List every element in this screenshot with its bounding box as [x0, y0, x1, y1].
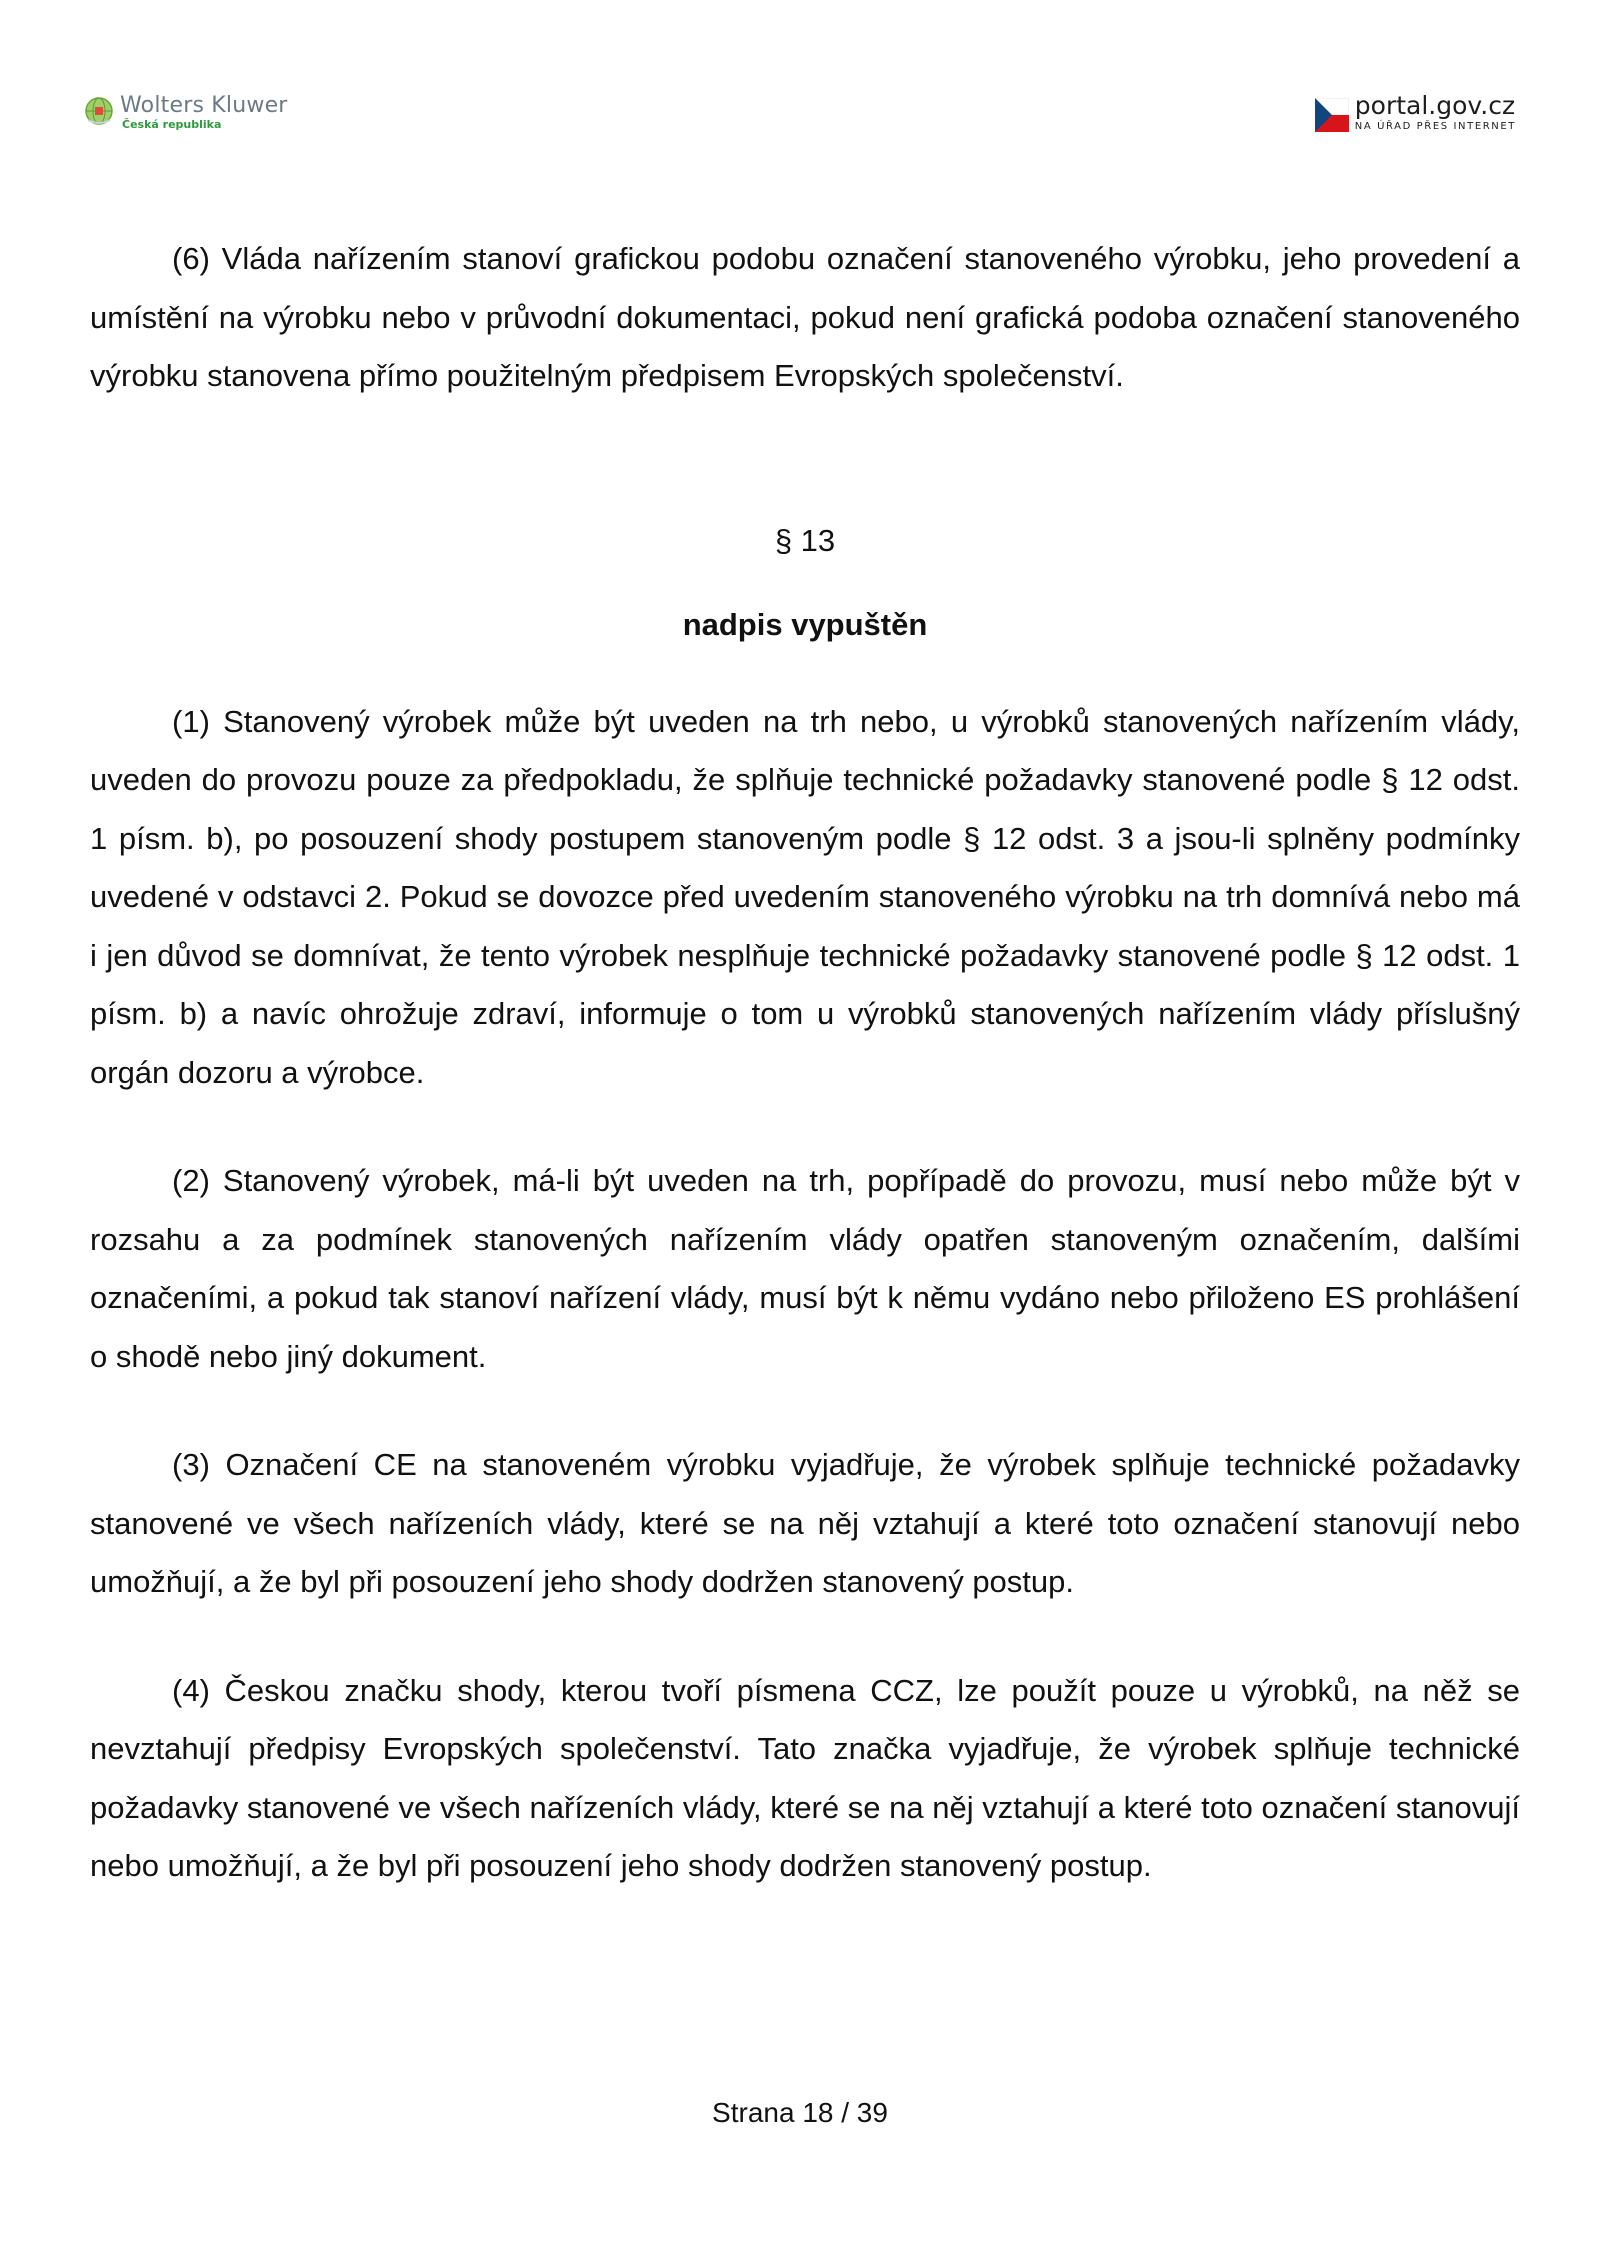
wolters-kluwer-name: Wolters Kluwer [120, 93, 288, 118]
paragraph-4: (4) Českou značku shody, kterou tvoří písmena CCZ, lze použít pouze u výrobků, na něž se nevztahují předpisy Evropských společenství. Tato značka vyjadřuje, že výrobek splňuje technické požadavky stanovené ve všech nařízeních vlády, které se na něj vztahují a které toto označení stanovují nebo umožňují, a že byl při posouzení jeho shody dodržen stanovený postup. [90, 1672, 1520, 1883]
wolters-kluwer-logo [84, 94, 288, 132]
page-number: Strana 18 / 39 [712, 2097, 888, 2128]
paragraph-2: (2) Stanovený výrobek, má-li být uveden na trh, popřípadě do provozu, musí nebo může být v rozsahu a za podmínek stanovených nařízením vlády opatřen stanoveným označením, dalšími označeními, a pokud tak stanoví nařízení vlády, musí být k němu vydáno nebo přiloženo ES prohlášení o shodě nebo jiný dokument. [90, 1163, 1520, 1374]
globe-icon [84, 96, 114, 126]
paragraph-6: (6) Vláda nařízením stanoví grafickou podobu označení stanoveného výrobku, jeho provedení a umístění na výrobku nebo v průvodní dokumentaci, pokud není grafická podoba označení stanoveného výrobku stanovena přímo použitelným předpisem Evropských společenství. [90, 241, 1520, 393]
spacer [90, 1102, 1520, 1152]
section-number: § 13 [774, 522, 836, 558]
paragraph-1: (1) Stanovený výrobek může být uveden na trh nebo, u výrobků stanovených nařízením vlády, uveden do provozu pouze za předpokladu, že splňuje technické požadavky stanovené podle § 12 odst. 1 písm. b), po posouzení shody postupem stanoveným podle § 12 odst. 3 a jsou-li splněny podmínky uvedené v odstavci 2. Pokud se dovozce před uvedením stanoveného výrobku na trh domnívá nebo má i jen důvod se domnívat, že tento výrobek nesplňuje technické požadavky stanovené podle § 12 odst. 1 písm. b) a navíc ohrožuje zdraví, informuje o tom u výrobků stanovených nařízením vlády příslušný orgán dozoru a výrobce. [90, 703, 1520, 1090]
czech-flag-icon [1315, 98, 1349, 132]
section-title: nadpis vypuštěn [682, 606, 928, 642]
portal-tagline: NA ÚŘAD PŘES INTERNET [1354, 121, 1516, 132]
document-body [90, 230, 1520, 1896]
paragraph-3: (3) Označení CE na stanoveném výrobku vyjadřuje, že výrobek splňuje technické požadavky stanovené ve všech nařízeních vlády, které se na něj vztahují a které toto označení stanovují nebo umožňují, a že byl při posouzení jeho shody dodržen stanovený postup. [90, 1447, 1520, 1599]
portal-gov-logo [1315, 92, 1516, 134]
spacer [90, 406, 1520, 521]
spacer [90, 1386, 1520, 1436]
wolters-kluwer-subtitle: Česká republika [122, 118, 222, 131]
page-header [84, 88, 1516, 148]
spacer [90, 1612, 1520, 1662]
portal-name: portal.gov.cz [1354, 91, 1516, 120]
